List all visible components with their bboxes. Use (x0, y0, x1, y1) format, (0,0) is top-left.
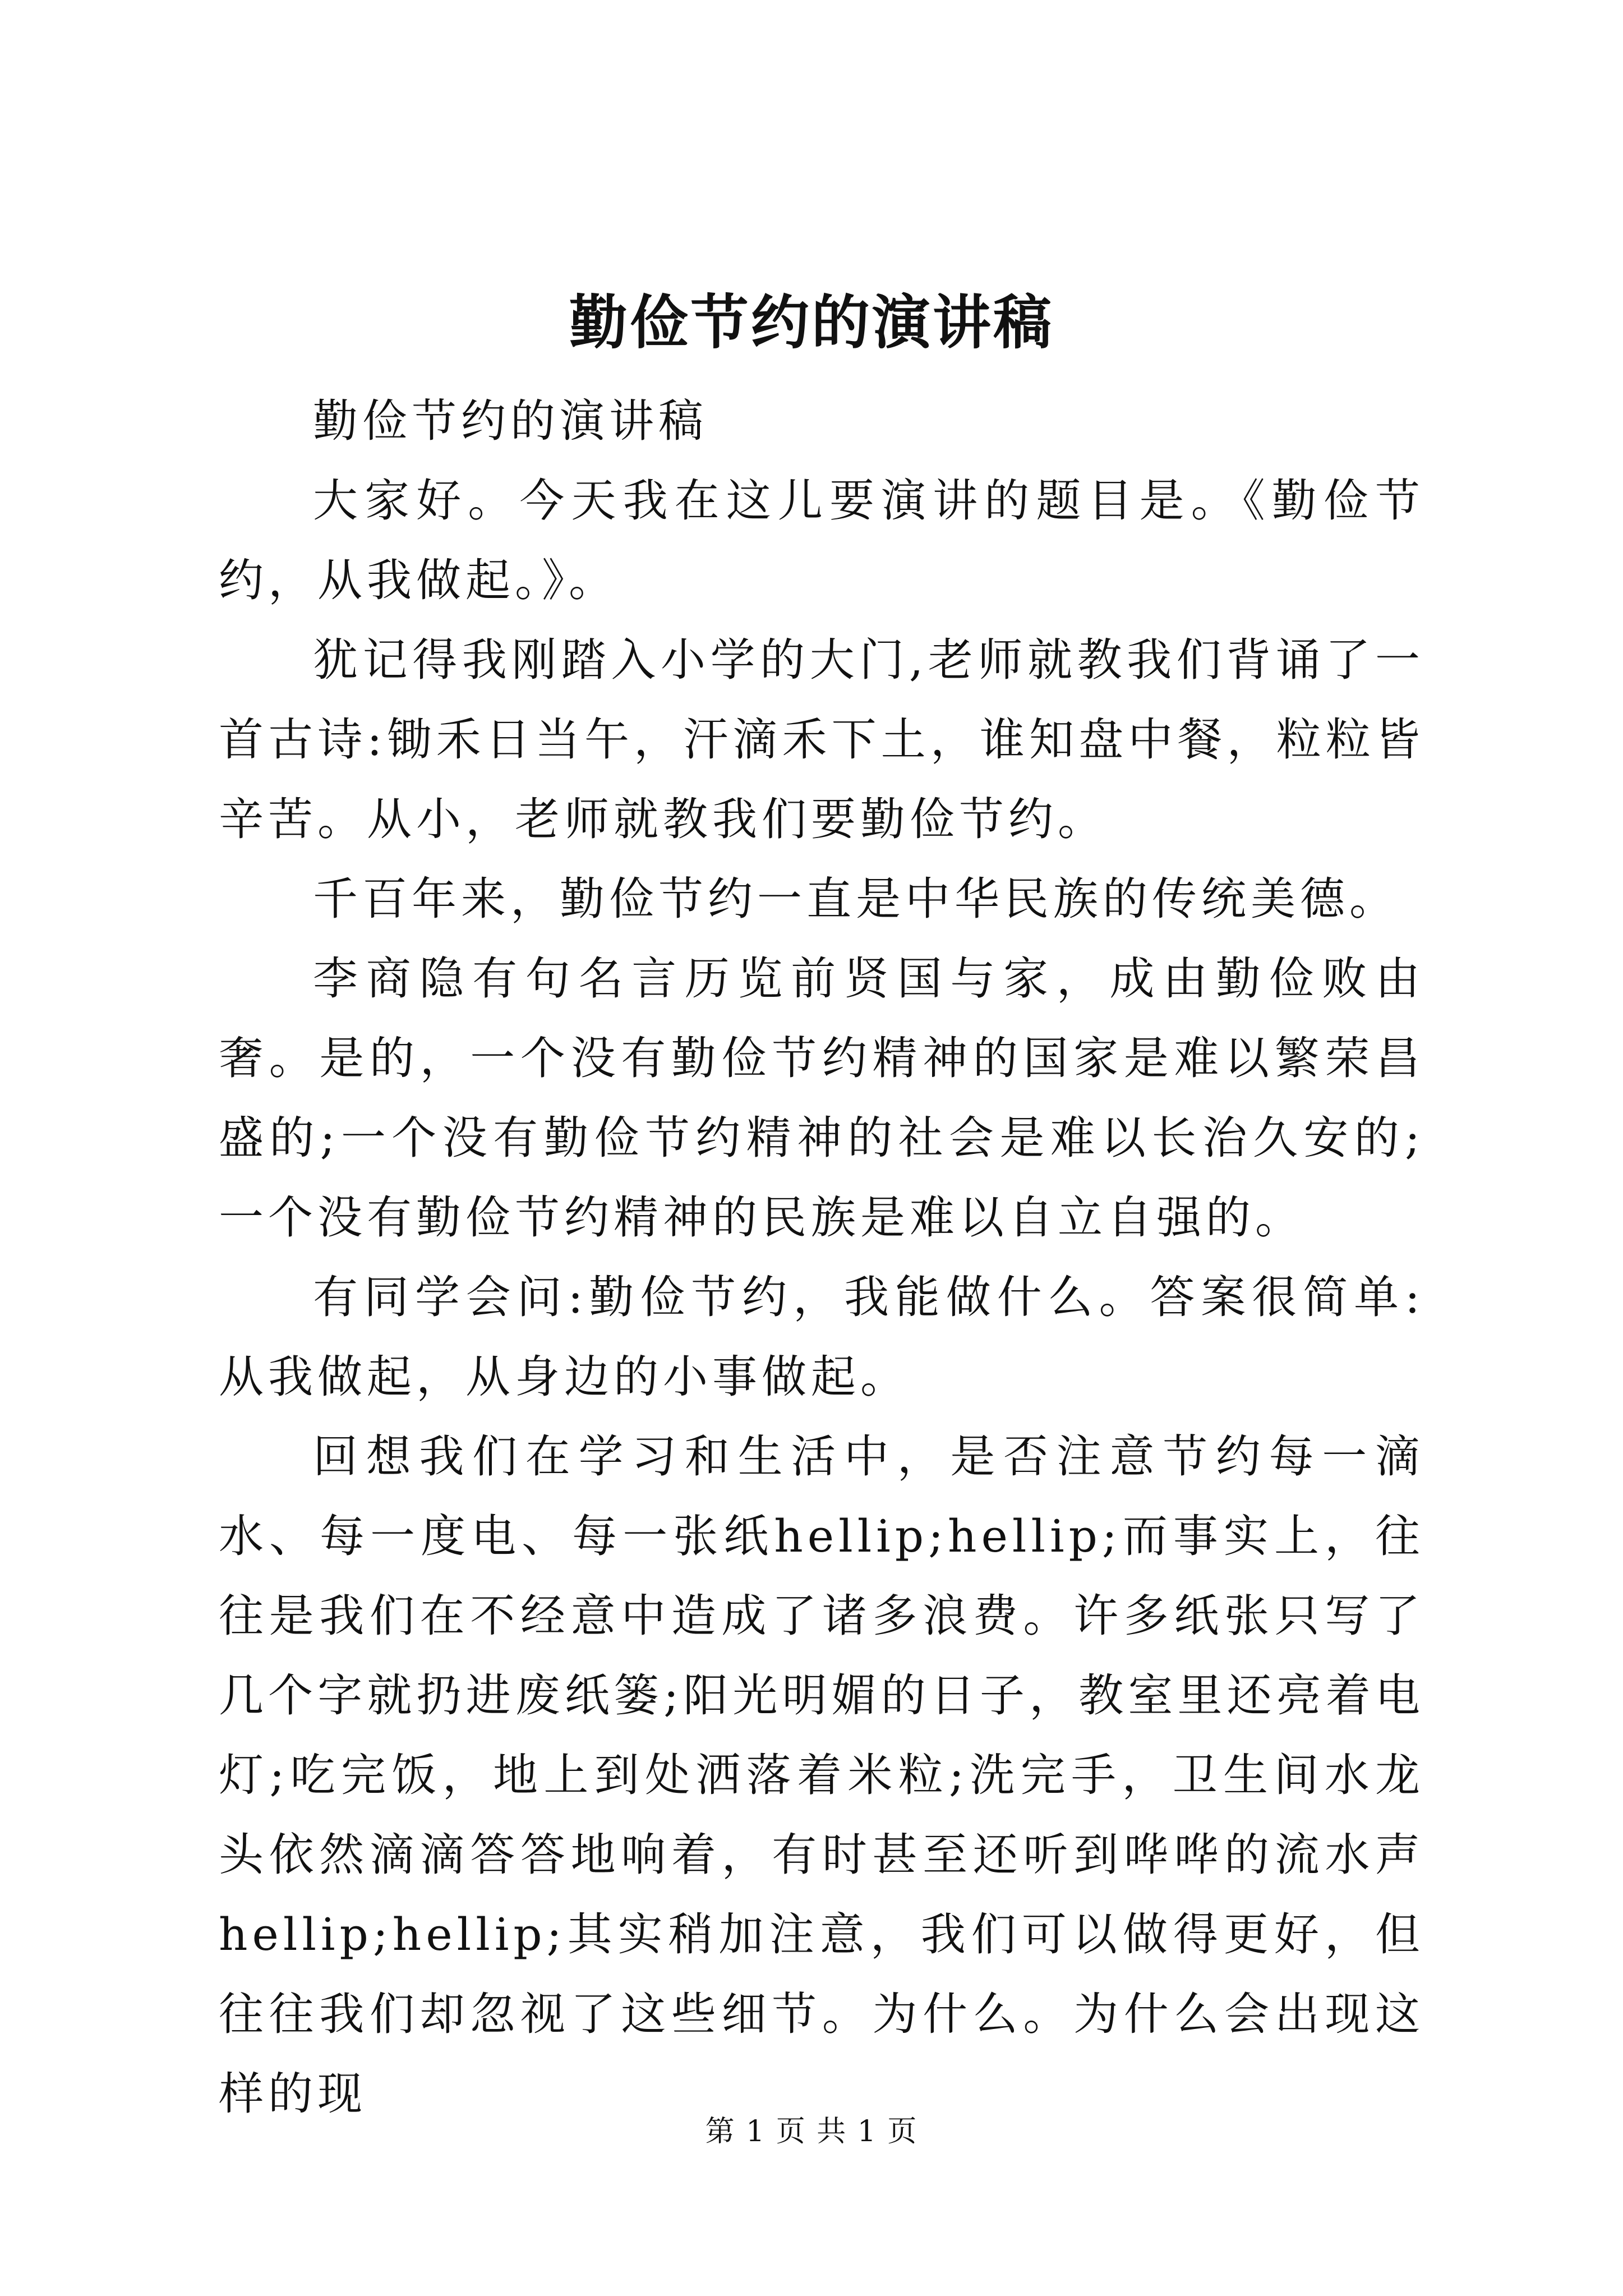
document-title: 勤俭节约的演讲稿 (569, 288, 1054, 357)
paragraph-greeting: 大家好。今天我在这儿要演讲的题目是。《勤俭节约，从我做起。》。 (219, 475, 1424, 606)
paragraph-tradition: 千百年来，勤俭节约一直是中华民族的传统美德。 (313, 873, 1399, 925)
paragraph-reflection: 回想我们在学习和生活中，是否注意节约每一滴水、每一度电、每一张纸hellip;hellip;而事实上，往往是我们在不经意中造成了诸多浪费。许多纸张只写了几个字就扔进废纸篓;阳光明媚的日子，教室里还亮着电灯;吃完饭，地上到处洒落着米粒;洗完手，卫生间水龙头依然滴滴答答地响着，有时甚至还听到哗哗的流水声hellip;hellip;其实稍加注意，我们可以做得更好，但往往我们却忽视了这些细节。为什么。为什么会出现这样的现 (219, 1430, 1424, 2120)
document-body (219, 381, 1424, 2134)
paragraph-poem: 犹记得我刚踏入小学的大门,老师就教我们背诵了一首古诗:锄禾日当午，汗滴禾下土，谁知盘中餐，粒粒皆辛苦。从小，老师就教我们要勤俭节约。 (219, 634, 1424, 845)
paragraph-subtitle: 勤俭节约的演讲稿 (313, 395, 708, 447)
paragraph-quote: 李商隐有句名言历览前贤国与家，成由勤俭败由奢。是的，一个没有勤俭节约精神的国家是难以繁荣昌盛的;一个没有勤俭节约精神的社会是难以长治久安的;一个没有勤俭节约精神的民族是难以自立自强的。 (219, 953, 1424, 1244)
paragraph-question: 有同学会问:勤俭节约，我能做什么。答案很简单:从我做起，从身边的小事做起。 (219, 1271, 1424, 1403)
page-footer: 第 1 页 共 1 页 (705, 2115, 918, 2148)
